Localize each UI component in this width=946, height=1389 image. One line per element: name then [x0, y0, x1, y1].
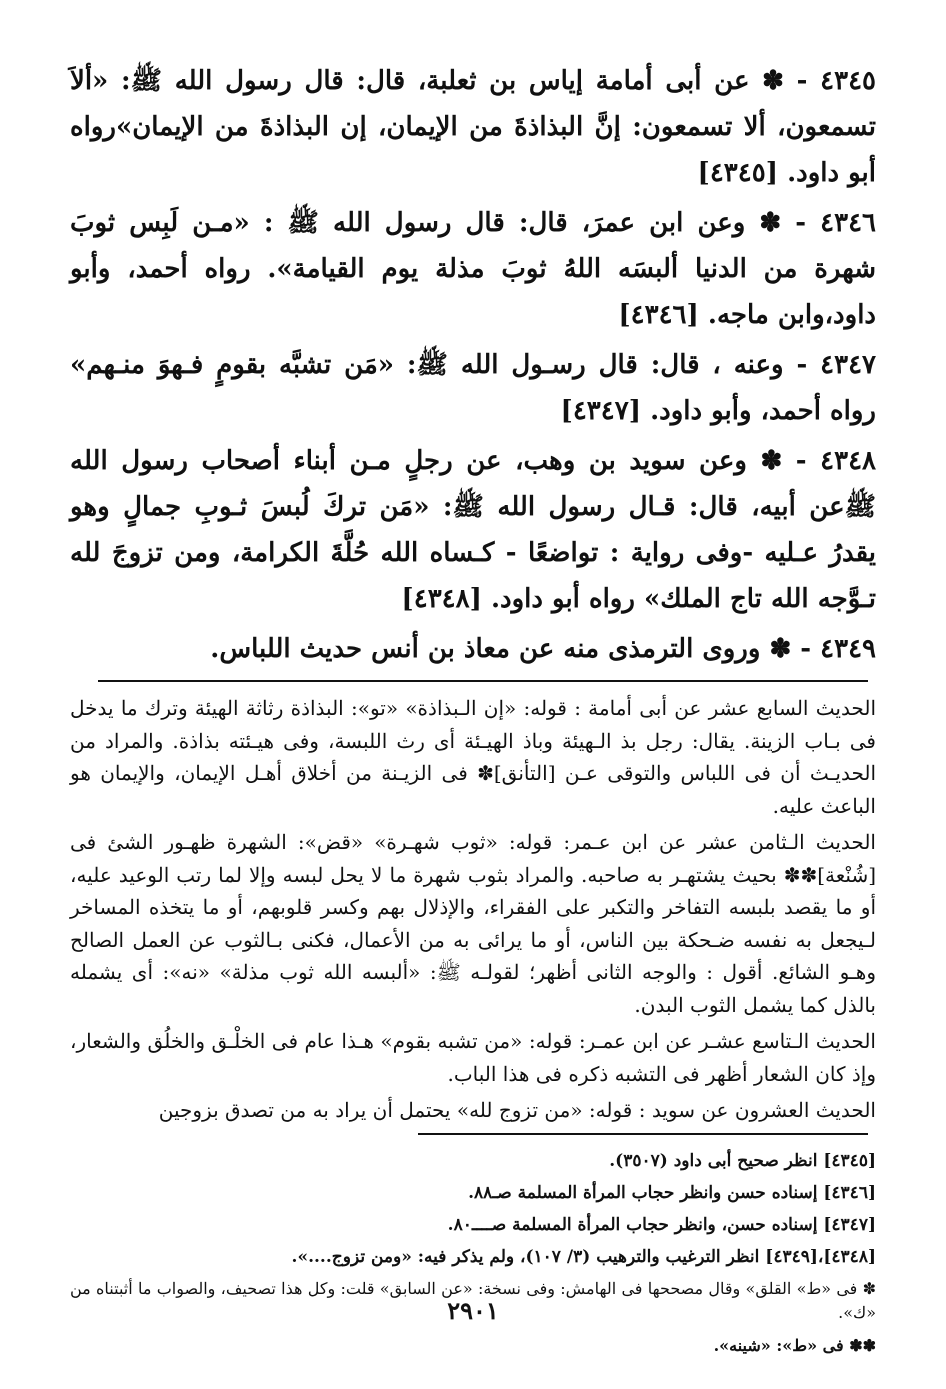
footnote-divider: [418, 1133, 868, 1135]
hadith-4349: [70, 626, 876, 672]
footnote: [٤٣٤٥] انظر صحيح أبى داود (٣٥٠٧).: [609, 1150, 876, 1171]
commentary-section: [70, 692, 876, 1127]
editor-note: ✽ فى «ط» القلق» وقال مصححها فى الهامش: وفى نسخة: «عن السابق» قلت: وكل هذا تصحيف، والصواب ما أثبتناه من «ك».: [70, 1278, 876, 1322]
hadith-text: ٤٣٤٦ - ✽ وعن ابن عمرَ، قال: قال رسول الله ﷺ : «مـن لَبِس ثوبَ شهرة من الدنيا ألبسَه اللهُ ثوبَ مذلة يوم القيامة». رواه أحمد، وأبو داود،وابن ماجه.: [70, 208, 876, 330]
commentary-paragraph: الحديث السابع عشر عن أبى أمامة : قوله: «إن الـبذاذة» «تو»: البذاذة رثاثة الهيئة وترك ما يدخل فى بـاب الزينة. يقال: رجل بذ الـهيئة وباذ الهيـئة أى رث اللبسة، وفى هيـئته بذاذة. والمراد من الحديـث أن فى اللباس والتوقى عـن [التأنق]✽ فى الزيـنة من أخلاق أهـل الإيمان، والإيمان هو الباعث عليه.: [70, 696, 876, 818]
editor-note: ✽✽ فى «ط»: «شينه».: [713, 1335, 876, 1355]
page-body: [70, 58, 876, 1355]
hadith-reference: [٤٣٤٧]: [560, 396, 642, 426]
hadith-4345: [70, 58, 876, 196]
commentary-paragraph: الحديث الـثامن عشر عن ابن عـمر: قوله: «ثوب شهـرة» «قض»: الشهرة ظهـور الشئ فى [شُنْعة]✽✽ بحيث يشتهـر به صاحبه. والمراد بثوب شهرة ما لا يحل لبسه وإلا لما رتب الوعيد عليه، أو ما يقصد بلبسه التفاخر والتكبر على الفقراء، والإذلال بهم وكسر قلوبهم، أو ما يتخذه المساخر لـيجعل به نفسه ضـحكة بين الناس، أو ما يرائى به من الأعمال، فكنى بـالثوب عن العمل الصالح وهـو الشائع. أقول : والوجه الثانى أظهر؛ لقولـه ﷺ: «ألبسه الله ثوب مذلة» «نه»: أى يشمله بالذل كما يشمل الثوب البدن.: [70, 830, 876, 1017]
hadith-text: ٤٣٤٨ - ✽ وعن سويد بن وهب، عن رجلٍ مـن أبناء أصحاب رسول الله ﷺعن أبيه، قال: قـال رسول الله ﷺ: «مَن تركَ لُبسَ ثـوبِ جمالٍ وهو يقدرُ عـليه -وفى رواية : تواضعًا - كـساه الله حُلَّةَ الكرامة، ومن تزوجَ لله تـوَّجه الله تاج الملك» رواه أبو داود.: [70, 446, 876, 614]
hadith-reference: [٤٣٤٨]: [401, 584, 482, 614]
hadith-text: ٤٣٤٧ - وعنه ، قال: قال رسـول الله ﷺ: «مَن تشبَّه بقومٍ فـهوَ منـهم» رواه أحمد، وأبو داود.: [70, 350, 876, 426]
hadith-4346: [70, 200, 876, 338]
hadith-text: ٤٣٤٥ - ✽ عن أبى أمامة إياس بن ثعلبة، قال: قال رسول الله ﷺ: «ألاَ تسمعون، ألا تسمعون: إنَّ البذاذةَ من الإيمان، إن البذاذةَ من الإيمان»رواه أبو داود.: [70, 66, 876, 188]
hadith-reference: [٤٣٤٥]: [697, 158, 778, 188]
hadith-text: ٤٣٤٩ - ✽ وروى الترمذى منه عن معاذ بن أنس حديث اللباس.: [210, 634, 876, 664]
hadith-4347: [70, 342, 876, 434]
footnote: [٤٣٤٧] إسناده حسن، وانظر حجاب المرأة المسلمة صــــ٨٠.: [447, 1214, 876, 1235]
footnote: [٤٣٤٨]،[٤٣٤٩] انظر الترغيب والترهيب (٣/ ١٠٧)، ولم يذكر فيه: «ومن تزوج....».: [291, 1246, 876, 1267]
commentary-paragraph: الحديث الـتاسع عشـر عن ابن عمـر: قوله: «من تشبه بقوم» هـذا عام فى الخلْـق والخلُق والشعار، وإذ كان الشعار أظهر فى التشبه ذكره فى هذا الباب.: [70, 1029, 876, 1086]
hadith-4348: [70, 438, 876, 622]
commentary-paragraph: الحديث العشرون عن سويد : قوله: «من تزوج لله» يحتمل أن يراد به من تصدق بزوجين: [158, 1098, 876, 1122]
hadith-reference: [٤٣٤٦]: [618, 300, 699, 330]
section-divider: [98, 680, 868, 682]
footnotes: [70, 1145, 876, 1361]
footnote: [٤٣٤٦] إسناده حسن وانظر حجاب المرأة المسلمة صـ٨٨.: [468, 1182, 876, 1203]
page-number: ٢٩٠١: [447, 1296, 499, 1325]
